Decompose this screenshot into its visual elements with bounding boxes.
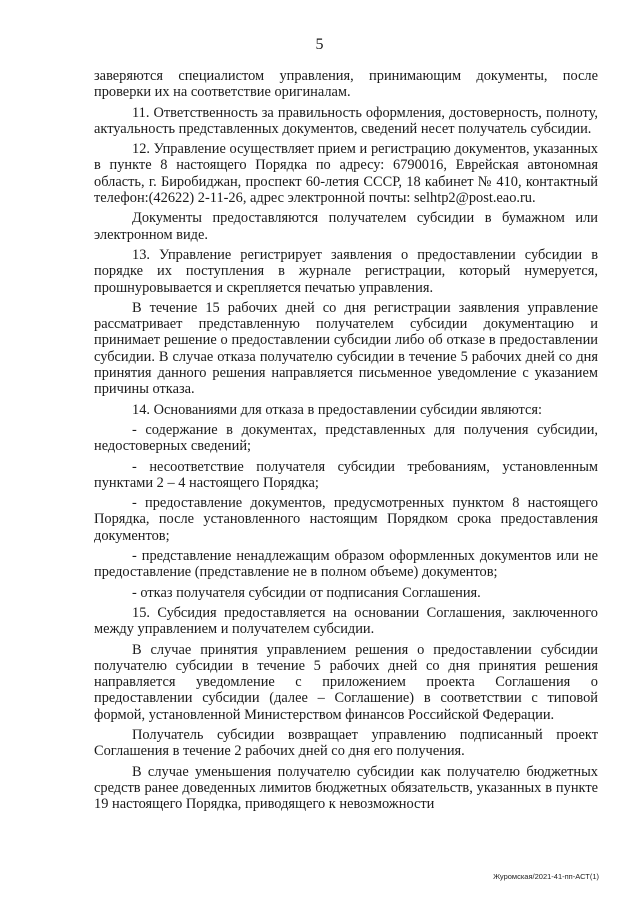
- paragraph: В случае уменьшения получателю субсидии как получателю бюджетных средств ранее доведенных лимитов бюджетных обязательств, указанных в пункте 19 настоящего Порядка, приводящего к невозможности: [94, 763, 598, 813]
- paragraph: 11. Ответственность за правильность оформления, достоверность, полноту, актуальность представленных документов, сведений несет получатель субсидии.: [94, 104, 598, 137]
- paragraph: 14. Основаниями для отказа в предоставлении субсидии являются:: [132, 401, 542, 418]
- paragraph: 15. Субсидия предоставляется на основании Соглашения, заключенного между управлением и получателем субсидии.: [94, 604, 598, 638]
- paragraph: заверяются специалистом управления, принимающим документы, после проверки их на соответствие оригиналам.: [94, 68, 598, 101]
- list-item: - представление ненадлежащим образом оформленных документов или не предоставление (представление не в полном объеме) документов;: [94, 548, 598, 581]
- paragraph: Документы предоставляются получателем субсидии в бумажном или электронном виде.: [94, 210, 598, 243]
- document-body: [94, 68, 598, 812]
- list-item: - предоставление документов, предусмотренных пунктом 8 настоящего Порядка, после установленного настоящим Порядком срока предоставления документов;: [94, 495, 598, 544]
- paragraph: В течение 15 рабочих дней со дня регистрации заявления управление рассматривает представленную получателем субсидии документацию и принимает решение о предоставлении субсидии либо об отказе в предоставлении субсидии. В случае отказа получателю субсидии в течение 5 рабочих дней со дня принятия данного решения направляется письменное уведомление с указанием причины отказа.: [94, 299, 598, 398]
- list-item: - несоответствие получателя субсидии требованиям, установленным пунктами 2 – 4 настоящего Порядка;: [94, 458, 598, 491]
- list-item: - содержание в документах, представленных для получения субсидии, недостоверных сведений;: [94, 421, 598, 455]
- paragraph: В случае принятия управлением решения о предоставлении субсидии получателю субсидии в течение 5 рабочих дней со дня принятия решения направляется уведомление с приложением проекта Соглашения о предоставлении субсидии (далее – Соглашение) в соответствии с типовой формой, установленной Министерством финансов Российской Федерации.: [94, 641, 598, 723]
- list-item: - отказ получателя субсидии от подписания Соглашения.: [132, 584, 481, 601]
- paragraph: Получатель субсидии возвращает управлению подписанный проект Соглашения в течение 2 рабочих дней со дня его получения.: [94, 726, 598, 760]
- page-number: 5: [315, 36, 324, 53]
- footer-document-code: Журомская/2021-41-пп-АСТ(1): [493, 872, 599, 881]
- paragraph: 12. Управление осуществляет прием и регистрацию документов, указанных в пункте 8 настоящего Порядка по адресу: 6790016, Еврейская автономная область, г. Биробиджан, проспект 60-летия СССР, 18 кабинет № 410, контактный телефон:(42622) 2-11-26, адрес электронной почты: selhtp2@post.eao.ru.: [94, 141, 598, 207]
- paragraph: 13. Управление регистрирует заявления о предоставлении субсидии в порядке их поступления в журнале регистрации, который нумеруется, прошнуровывается и скрепляется печатью управления.: [94, 246, 598, 296]
